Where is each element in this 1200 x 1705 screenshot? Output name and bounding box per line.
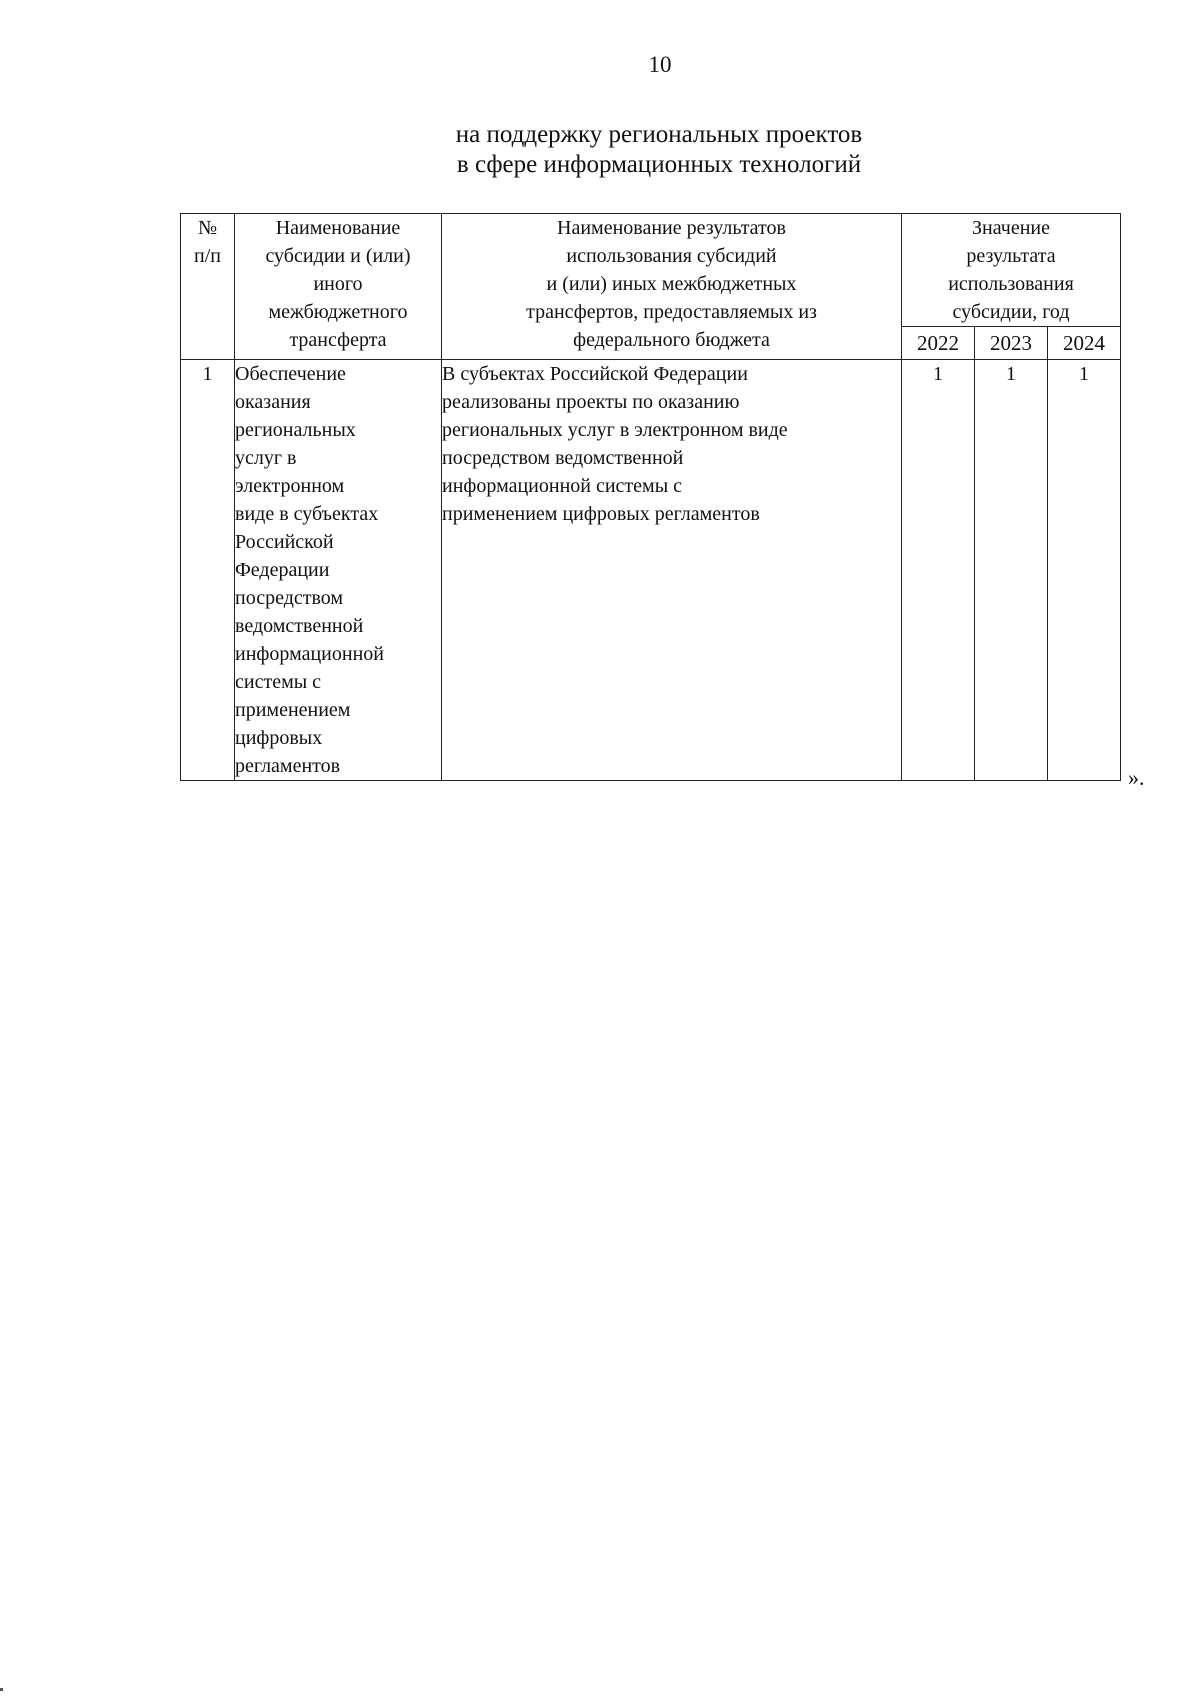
header-number-cell (181, 214, 235, 360)
page-number: 10 (648, 52, 672, 77)
row-subsidy-name-line: ведомственной (235, 615, 364, 637)
value-2024-cell: 1 (1048, 360, 1121, 781)
header-value-line: Значение (971, 217, 1051, 239)
value-2022-cell: 1 (902, 360, 975, 781)
row-subsidy-name-line: цифровых (235, 727, 323, 749)
row-subsidy-name-line: Обеспечение (235, 363, 346, 385)
row-subsidy-name-line: посредством (235, 587, 344, 609)
row-subsidy-name-line: Российской (235, 531, 334, 553)
header-results-name-cell (442, 214, 902, 360)
heading-line-1: на поддержку региональных проектов (455, 121, 863, 148)
row-number-cell: 1 (181, 360, 235, 781)
header-value-line: использования (948, 273, 1074, 295)
header-results-name-line: Наименование результатов (557, 217, 786, 239)
header-subsidy-name-line: трансферта (289, 329, 387, 351)
year-2024-header: 2024 (1048, 327, 1121, 360)
header-value-line: субсидии, год (952, 301, 1070, 323)
row-subsidy-name-line: системы с (235, 671, 322, 693)
document-heading (0, 120, 1200, 180)
row-subsidy-name-line: электронном (235, 475, 345, 497)
header-subsidy-name-line: межбюджетного (268, 301, 408, 323)
header-subsidy-name-line: иного (313, 273, 363, 295)
header-subsidy-name-cell (235, 214, 442, 360)
scan-edge-mark (0, 1688, 3, 1691)
row-subsidy-name-line: применением (235, 699, 351, 721)
heading-line-2: в сфере информационных технологий (456, 151, 862, 178)
header-results-name-line: использования субсидий (566, 245, 777, 267)
row-subsidy-name-line: виде в субъектах (235, 503, 379, 525)
row-subsidy-name-line: регламентов (235, 755, 341, 777)
row-subsidy-name-cell (235, 360, 442, 781)
header-value-cell (902, 214, 1121, 327)
table-row (181, 360, 1121, 781)
row-result-cell (442, 360, 902, 781)
header-subsidy-name-line: субсидии и (или) (265, 245, 411, 267)
row-result-line: применением цифровых регламентов (442, 503, 760, 525)
header-number-line: № (197, 217, 218, 239)
table-header-row (181, 214, 1121, 327)
row-subsidy-name-line: информационной (235, 643, 384, 665)
row-subsidy-name-line: региональных (235, 419, 356, 441)
row-subsidy-name-line: Федерации (235, 559, 330, 581)
row-subsidy-name-line: оказания (235, 391, 311, 413)
closing-quote: ». (1128, 765, 1145, 790)
header-results-name-line: федерального бюджета (573, 329, 770, 351)
header-subsidy-name-line: Наименование (275, 217, 401, 239)
year-2023-header: 2023 (975, 327, 1048, 360)
subsidy-results-table (180, 213, 1121, 781)
row-result-line: реализованы проекты по оказанию (442, 391, 740, 413)
row-result-line: В субъектах Российской Федерации (442, 363, 748, 385)
value-2023-cell: 1 (975, 360, 1048, 781)
row-result-line: посредством ведомственной (442, 447, 684, 469)
row-subsidy-name-line: услуг в (235, 447, 297, 469)
header-results-name-line: трансфертов, предоставляемых из (526, 301, 817, 323)
row-result-line: региональных услуг в электронном виде (442, 419, 788, 441)
year-2022-header: 2022 (902, 327, 975, 360)
header-value-line: результата (966, 245, 1056, 267)
header-number-line: п/п (194, 245, 221, 267)
header-results-name-line: и (или) иных межбюджетных (546, 273, 797, 295)
row-result-line: информационной системы с (442, 475, 683, 497)
